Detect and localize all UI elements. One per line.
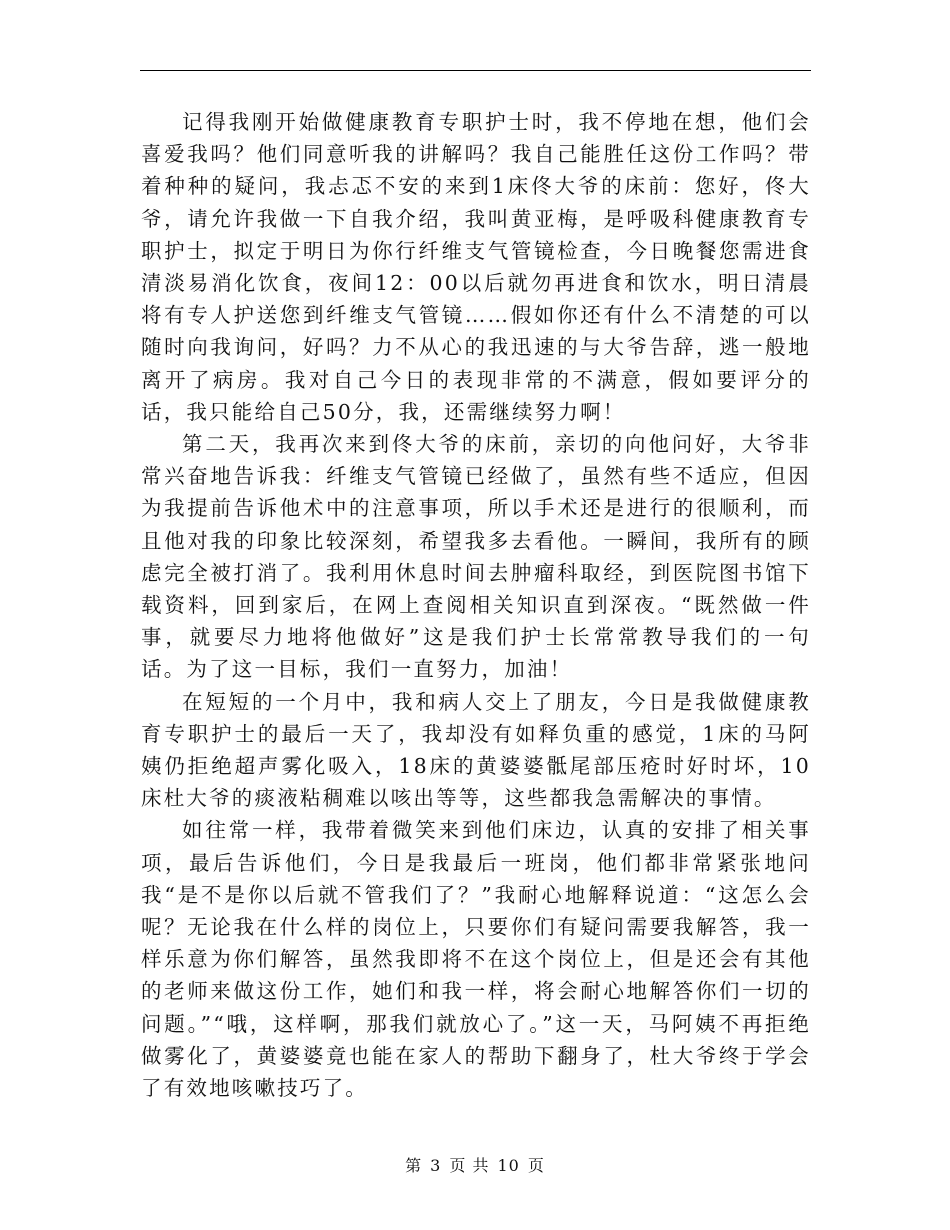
paragraph: 如往常一样，我带着微笑来到他们床边，认真的安排了相关事项，最后告诉他们，今日是我最后一班岗，他们都非常紧张地问我“是不是你以后就不管我们了？”我耐心地解释说道：“这怎么会呢？无论我在什么样的岗位上，只要你们有疑问需要我解答，我一样乐意为你们解答，虽然我即将不在这个岗位上，但是还会有其他的老师来做这份工作，她们和我一样，将会耐心地解答你们一切的问题。”“哦，这样啊，那我们就放心了。”这一天，马阿姨不再拒绝做雾化了，黄婆婆竟也能在家人的帮助下翻身了，杜大爷终于学会了有效地咳嗽技巧了。 xyxy=(141,818,811,1101)
page-number: 3 xyxy=(430,1156,442,1175)
footer-middle: 页 共 xyxy=(449,1156,490,1175)
footer-suffix: 页 xyxy=(527,1156,545,1175)
paragraph: 在短短的一个月中，我和病人交上了朋友，今日是我做健康教育专职护士的最后一天了，我却没有如释负重的感觉，1床的马阿姨仍拒绝超声雾化吸入，18床的黄婆婆骶尾部压疮时好时坏，10床杜大爷的痰液粘稠难以咳出等等，这些都我急需解决的事情。 xyxy=(141,689,811,811)
paragraph: 记得我刚开始做健康教育专职护士时，我不停地在想，他们会喜爱我吗？他们同意听我的讲解吗？我自己能胜任这份工作吗？带着种种的疑问，我忐忑不安的来到1床佟大爷的床前：您好，佟大爷，请允许我做一下自我介绍，我叫黄亚梅，是呼吸科健康教育专职护士，拟定于明日为你行纤维支气管镜检查，今日晚餐您需进食清淡易消化饮食，夜间12：00以后就勿再进食和饮水，明日清晨将有专人护送您到纤维支气管镜……假如你还有什么不清楚的可以随时向我询问，好吗？力不从心的我迅速的与大爷告辞，逃一般地离开了病房。我对自己今日的表现非常的不满意，假如要评分的话，我只能给自己50分，我，还需继续努力啊！ xyxy=(141,110,811,424)
total-pages: 10 xyxy=(497,1156,520,1175)
footer-prefix: 第 xyxy=(405,1156,423,1175)
document-body xyxy=(141,106,811,1104)
paragraph: 第二天，我再次来到佟大爷的床前，亲切的向他问好，大爷非常兴奋地告诉我：纤维支气管镜已经做了，虽然有些不适应，但因为我提前告诉他术中的注意事项，所以手术还是进行的很顺利，而且他对我的印象比较深刻，希望我多去看他。一瞬间，我所有的顾虑完全被打消了。我利用休息时间去肿瘤科取经，到医院图书馆下载资料，回到家后，在网上查阅相关知识直到深夜。“既然做一件事，就要尽力地将他做好”这是我们护士长常常教导我们的一句话。为了这一目标，我们一直努力，加油！ xyxy=(141,432,811,682)
header-rule xyxy=(140,70,811,71)
page-footer xyxy=(0,1153,950,1176)
